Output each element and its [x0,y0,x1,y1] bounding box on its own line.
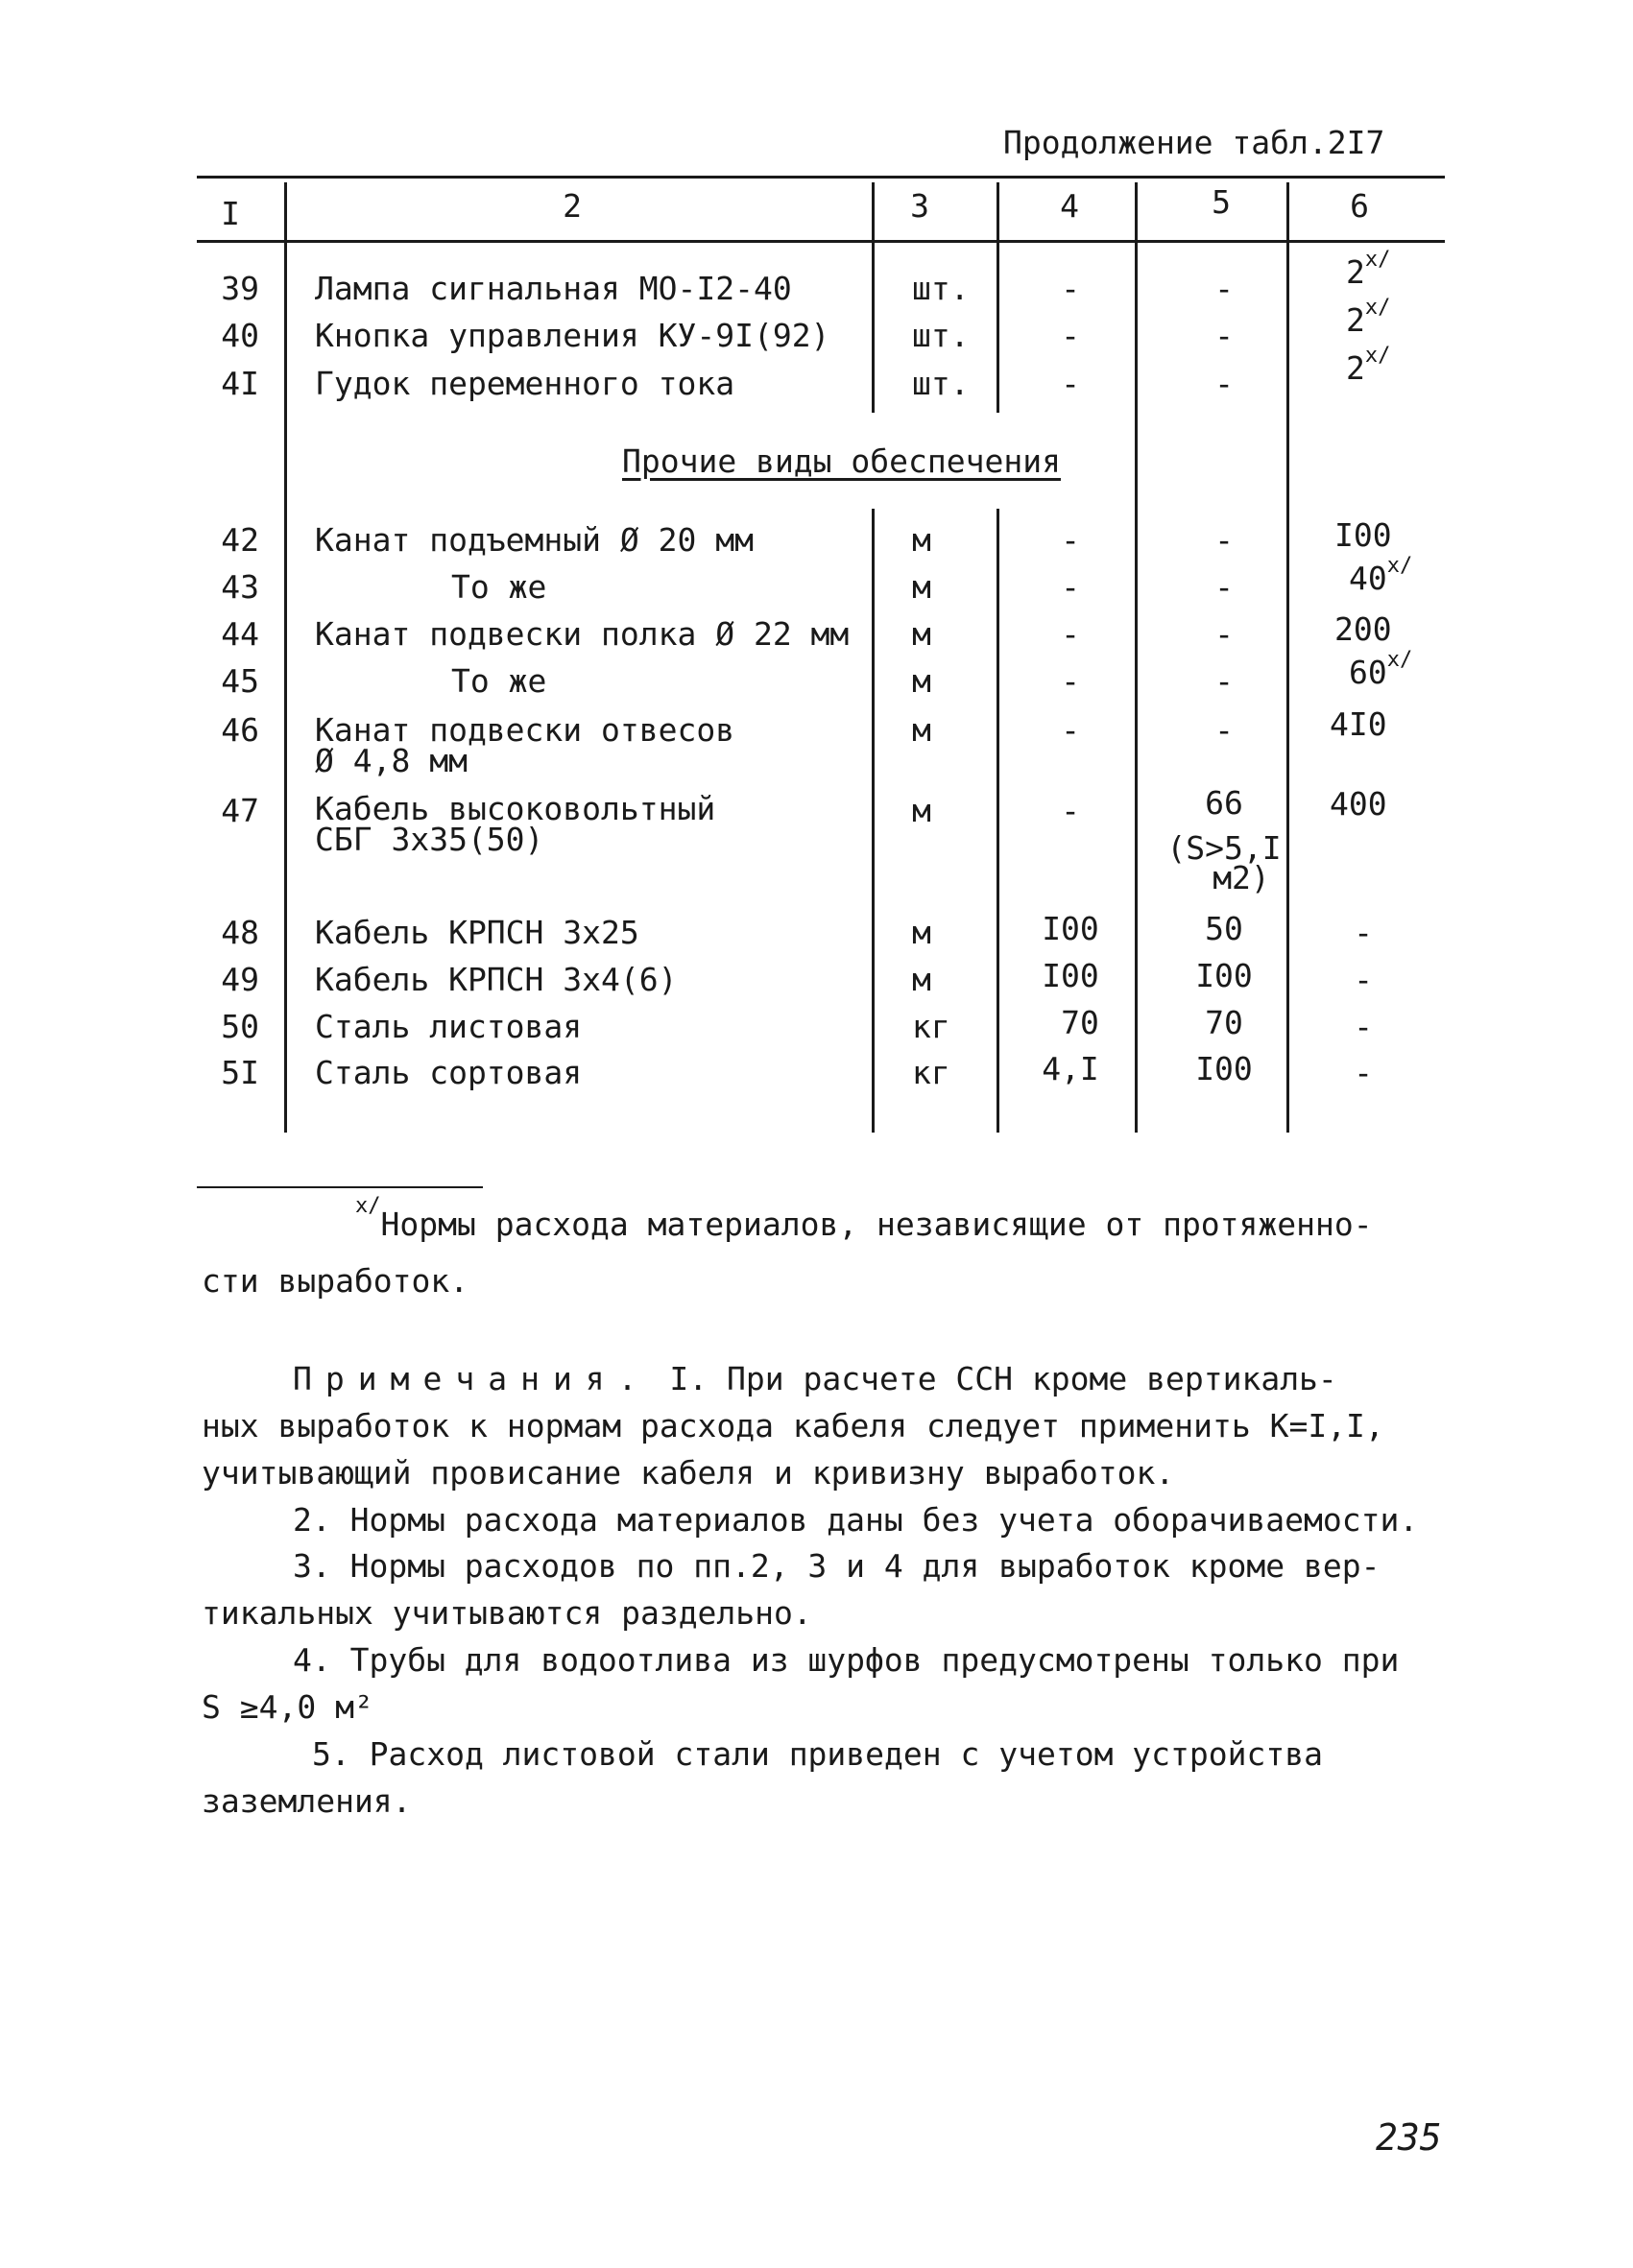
table-caption: Продолжение табл.2I7 [1003,124,1385,161]
row-number: 46 [221,711,259,749]
row-col5: - [1214,568,1234,606]
row-number: 47 [221,792,259,829]
col-divider-2b [872,509,875,1133]
row-name: Гудок переменного тока [315,365,735,402]
row-unit: кг [912,1054,950,1091]
row-col5: 70 [1205,1004,1243,1041]
row-number: 45 [221,662,259,700]
notes-line-3: учитывающий провисание кабеля и кривизну выработок. [202,1454,1175,1492]
row-number: 40 [221,317,259,354]
footnote-mark: x/ [1364,248,1391,272]
row-name: Кнопка управления КУ-9I(92) [315,317,830,354]
row-number: 4I [221,365,259,402]
row-col4: - [1061,568,1080,606]
note-4-line-1: 4. Трубы для водоотлива из шурфов предусмотрены только при [293,1641,1400,1679]
row-name-cont: Ø 4,8 мм [315,742,468,779]
note-5-line-2: заземления. [202,1782,412,1820]
row-col6: - [1354,1008,1373,1045]
footnote-mark: x/ [1364,344,1391,368]
row-col6: $40^{x/}$ [1349,554,1413,597]
row-col6: $2^{x/}$ [1346,344,1391,387]
row-unit: м [912,792,931,829]
row-col6: 200 [1334,610,1392,648]
row-col5-note: м2) [1213,859,1270,896]
row-col6: - [1354,914,1373,951]
row-col5: I00 [1195,957,1253,994]
row-col4: I00 [1042,957,1099,994]
row-col6: $2^{x/}$ [1346,296,1391,339]
row-col6: 4I0 [1330,705,1387,743]
row-unit: м [912,914,931,951]
row-unit: м [912,521,931,559]
row-unit: м [912,615,931,653]
row-col6: $2^{x/}$ [1346,248,1391,291]
row-col4: - [1061,270,1080,307]
row-name: Кабель КРПСН 3х4(6) [315,961,678,998]
col-header-4: 4 [1060,187,1079,225]
footnote-line-1: $^{x/}$Нормы расхода материалов, независящие от протяженно- [355,1194,1373,1243]
row-name: Сталь листовая [315,1008,583,1045]
note-3-line-2: тикальных учитываются раздельно. [202,1594,812,1632]
row-col5: 50 [1205,910,1243,947]
col-header-1: I [221,195,240,232]
row-number: 50 [221,1008,259,1045]
row-col4: - [1061,792,1080,829]
row-name-cont: СБГ 3х35(50) [315,821,544,858]
row-col6: - [1354,1054,1373,1091]
note-4-line-2: S ≥4,0 м² [202,1688,373,1726]
row-name: Кабель КРПСН 3х25 [315,914,639,951]
row-name: То же [451,568,547,606]
col-divider-3 [997,182,999,413]
row-col4: I00 [1042,910,1099,947]
row-col5-note: (S>5,I [1166,829,1282,867]
col-header-5: 5 [1212,183,1231,221]
row-col5: - [1214,365,1234,402]
col-header-6: 6 [1350,187,1369,225]
row-col4: - [1061,615,1080,653]
table-top-rule [197,176,1445,179]
col-divider-2 [872,182,875,413]
row-col5: - [1214,270,1234,307]
footnote-rule [197,1186,483,1188]
row-col4: 70 [1061,1004,1099,1041]
row-col4: - [1061,317,1080,354]
section-title: Прочие виды обеспечения [622,442,1061,480]
row-col6: - [1354,961,1373,998]
row-unit: шт. [912,365,970,402]
footnote-mark: x/ [1386,648,1413,672]
row-col6: I00 [1334,516,1392,554]
row-col5: 66 [1205,784,1243,822]
row-number: 5I [221,1054,259,1091]
row-col5: - [1214,615,1234,653]
row-number: 43 [221,568,259,606]
col-header-2: 2 [563,187,582,225]
page-number: 235 [1376,2116,1442,2159]
row-number: 42 [221,521,259,559]
note-3-line-1: 3. Нормы расходов по пп.2, 3 и 4 для выработок кроме вер- [293,1547,1381,1585]
row-number: 44 [221,615,259,653]
notes-line-1: Примечания. I. При расчете ССН кроме вертикаль- [293,1360,1337,1397]
row-col4: - [1061,711,1080,749]
row-number: 49 [221,961,259,998]
row-name: То же [451,662,547,700]
table-header-rule [197,240,1445,243]
note-2: 2. Нормы расхода материалов даны без учета оборачиваемости. [293,1501,1419,1539]
col-divider-1 [284,182,287,1133]
row-col5: - [1214,521,1234,559]
row-col4: 4,I [1042,1050,1099,1087]
footnote-mark: x/ [355,1194,381,1218]
row-name: Сталь сортовая [315,1054,583,1091]
row-col5: - [1214,317,1234,354]
row-unit: м [912,662,931,700]
col-divider-3b [997,509,999,1133]
row-col6: $60^{x/}$ [1349,648,1413,691]
row-col5: - [1214,711,1234,749]
note-5-line-1: 5. Расход листовой стали приведен с учетом устройства [312,1735,1323,1773]
row-name: Канат подъемный Ø 20 мм [315,521,754,559]
row-col4: - [1061,662,1080,700]
row-name: Канат подвески отвесов [315,711,735,749]
footnote-mark: x/ [1364,296,1391,320]
row-col4: - [1061,521,1080,559]
row-unit: м [912,568,931,606]
row-col6: 400 [1330,785,1387,823]
footnote-line-2: сти выработок. [202,1262,469,1300]
row-unit: м [912,711,931,749]
row-name: Лампа сигнальная МО-I2-40 [315,270,792,307]
notes-line-2: ных выработок к нормам расхода кабеля следует применить К=I,I, [202,1407,1384,1444]
row-col5: I00 [1195,1050,1253,1087]
row-name: Канат подвески полка Ø 22 мм [315,615,850,653]
row-unit: кг [912,1008,950,1045]
row-col5: - [1214,662,1234,700]
row-unit: шт. [912,317,970,354]
row-col4: - [1061,365,1080,402]
row-unit: шт. [912,270,970,307]
row-unit: м [912,961,931,998]
row-number: 48 [221,914,259,951]
col-header-3: 3 [910,187,929,225]
notes-heading: Примечания. [293,1360,651,1397]
row-name: Кабель высоковольтный [315,790,716,827]
row-number: 39 [221,270,259,307]
footnote-mark: x/ [1386,554,1413,578]
